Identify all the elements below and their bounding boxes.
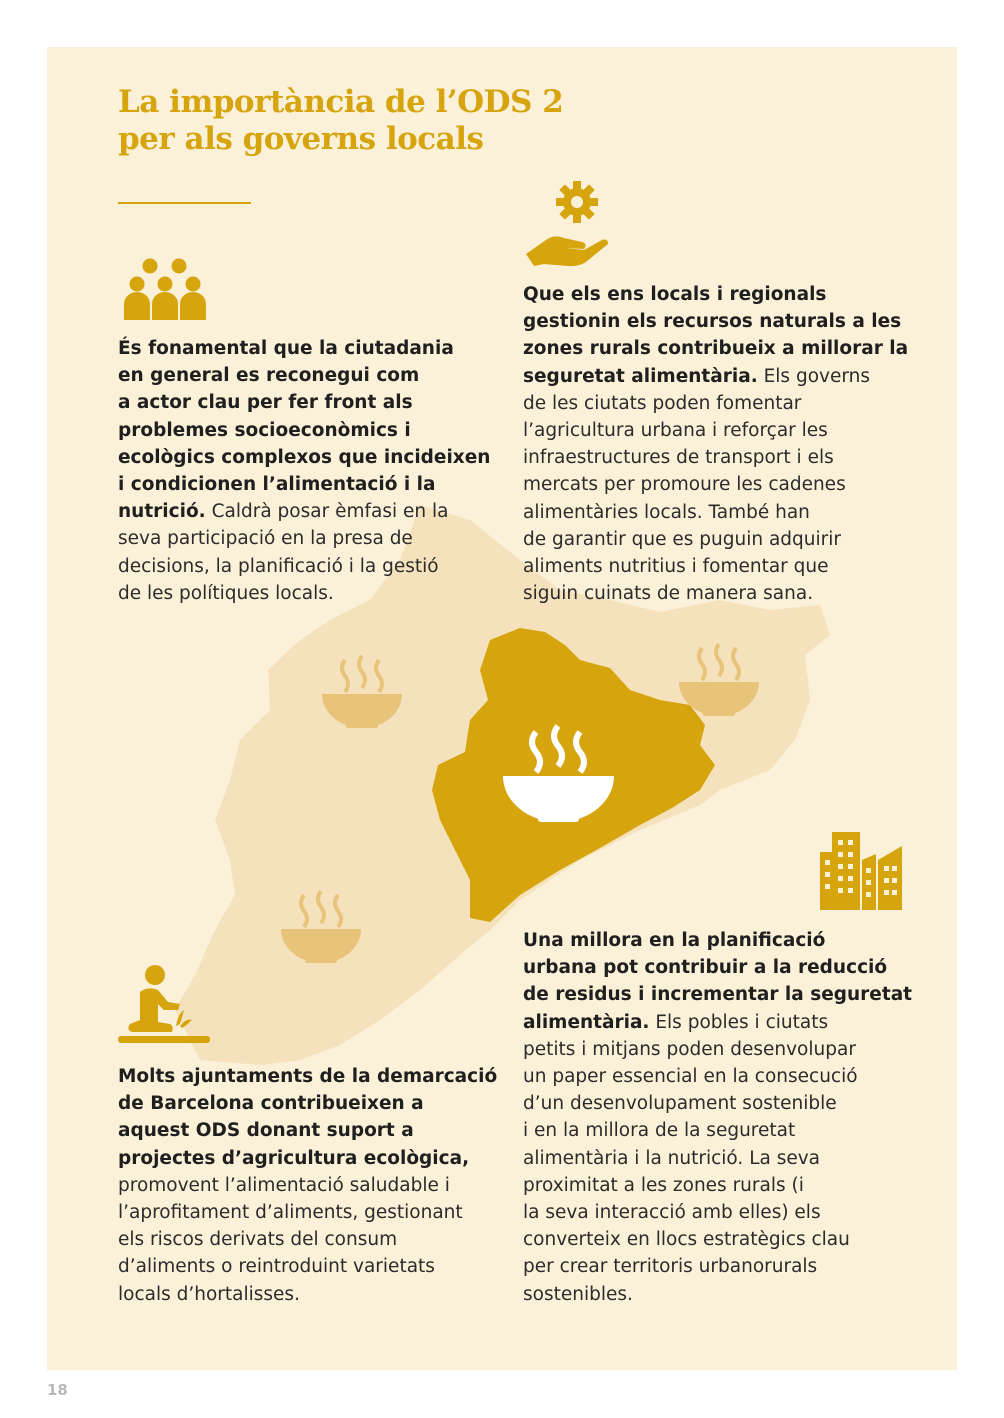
regular-text: mercats per promoure les cadenes [523,474,846,496]
bold-text: nutrició. [118,501,206,523]
regular-text: proximitat a les zones rurals (i [523,1174,804,1196]
regular-text: seva participació en la presa de [118,528,413,550]
text-line [118,1063,497,1090]
text-line [118,580,490,607]
bold-text: i condicionen l’alimentació i la [118,474,436,496]
regular-text: aliments nutritius i fomentar que [523,556,829,578]
regular-text: petits i mitjans poden desenvolupar [523,1038,856,1060]
regular-text: de les ciutats poden fomentar [523,392,802,414]
bold-text: aquest ODS donant suport a [118,1120,414,1142]
text-line [523,1199,912,1226]
bold-text: a actor clau per fer front als [118,392,413,414]
bold-text: gestionin els recursos naturals a les [523,311,902,333]
regular-text: l’aprofitament d’aliments, gestionant [118,1202,463,1224]
text-line [523,1063,912,1090]
text-line [523,1281,912,1308]
text-line [118,498,490,525]
text-line [523,954,912,981]
bold-text: Que els ens locals i regionals [523,284,827,305]
regular-text: Els pobles i ciutats [649,1011,829,1033]
regular-text: alimentàries locals. També han [523,501,810,523]
title-line: La importància de l’ODS 2 [118,84,564,120]
regular-text: l’agricultura urbana i reforçar les [523,420,828,442]
text-line [118,1172,497,1199]
bold-text: urbana pot contribuir a la reducció [523,957,888,979]
text-line [523,471,908,498]
text-line [523,1090,912,1117]
text-line [523,981,912,1008]
regular-text: infraestructures de transport i els [523,447,834,469]
text-line [118,1226,497,1253]
regular-text: la seva interacció amb elles) els [523,1202,821,1224]
regular-text: d’un desenvolupament sostenible [523,1093,837,1115]
text-line [523,580,908,607]
text-line [118,389,490,416]
text-block-municipalities [118,1063,497,1308]
planting-person-icon [118,964,210,1046]
page-title [118,84,563,158]
text-line [523,444,908,471]
regular-text: siguin cuinats de manera sana. [523,583,814,605]
bold-text: de residus i incrementar la seguretat [523,984,913,1006]
regular-text: Caldrà posar èmfasi en la [205,501,449,523]
bold-text: alimentària. [523,1011,650,1033]
bold-text: ecològics complexos que incideixen [118,446,491,468]
text-line [118,417,490,444]
title-underline [118,202,251,204]
text-line [523,335,908,362]
text-line [523,1253,912,1280]
text-line [523,281,908,308]
regular-text: els riscos derivats del consum [118,1229,398,1251]
text-line [118,362,490,389]
text-line [523,927,912,954]
gear-hand-icon [524,180,610,268]
bold-text: seguretat alimentària. [523,365,758,387]
text-line [523,1226,912,1253]
text-line [523,553,908,580]
text-block-citizenship [118,335,490,607]
text-line [523,363,908,390]
text-line [523,308,908,335]
regular-text: decisions, la planificació i la gestió [118,555,439,577]
regular-text: d’aliments o reintroduint varietats [118,1256,435,1278]
bold-text: projectes d’agricultura ecològica, [118,1147,470,1169]
text-line [118,1199,497,1226]
text-line [523,1172,912,1199]
title-line: per als governs locals [118,121,484,157]
regular-text: converteix en llocs estratègics clau [523,1229,850,1251]
text-line [118,525,490,552]
bold-text: en general es reconegui com [118,365,420,387]
regular-text: Els governs [757,365,870,387]
text-line [523,1117,912,1144]
text-line [523,1009,912,1036]
text-line [118,553,490,580]
city-buildings-icon [820,832,902,910]
text-line [523,417,908,444]
regular-text: per crear territoris urbanorurals [523,1256,818,1278]
regular-text: un paper essencial en la consecució [523,1066,858,1088]
page-number: 18 [47,1381,68,1399]
text-line [118,1145,497,1172]
text-line [118,444,490,471]
text-line [118,1117,497,1144]
text-line [118,1281,497,1308]
text-line [118,1090,497,1117]
text-line [118,1253,497,1280]
regular-text: i en la millora de la seguretat [523,1120,796,1142]
regular-text: locals d’hortalisses. [118,1283,300,1305]
regular-text: de les polítiques locals. [118,582,334,604]
regular-text: sostenibles. [523,1283,633,1305]
bold-text: Molts ajuntaments de la demarcació [118,1066,498,1087]
text-line [118,471,490,498]
regular-text: alimentària i la nutrició. La seva [523,1147,821,1169]
regular-text: promovent l’alimentació saludable i [118,1174,450,1196]
text-line [523,499,908,526]
bold-text: És fonamental que la ciutadania [118,338,454,359]
regular-text: de garantir que es puguin adquirir [523,528,841,550]
bold-text: zones rurals contribueix a millorar la [523,338,909,360]
people-group-icon [124,256,206,320]
text-line [523,1036,912,1063]
bold-text: problemes socioeconòmics i [118,419,411,441]
text-line [118,335,490,362]
text-line [523,1145,912,1172]
text-line [523,526,908,553]
text-block-urban-planning [523,927,912,1308]
text-block-natural-resources [523,281,908,607]
text-line [523,390,908,417]
bold-text: Una millora en la planificació [523,930,826,951]
bold-text: de Barcelona contribueixen a [118,1093,424,1115]
